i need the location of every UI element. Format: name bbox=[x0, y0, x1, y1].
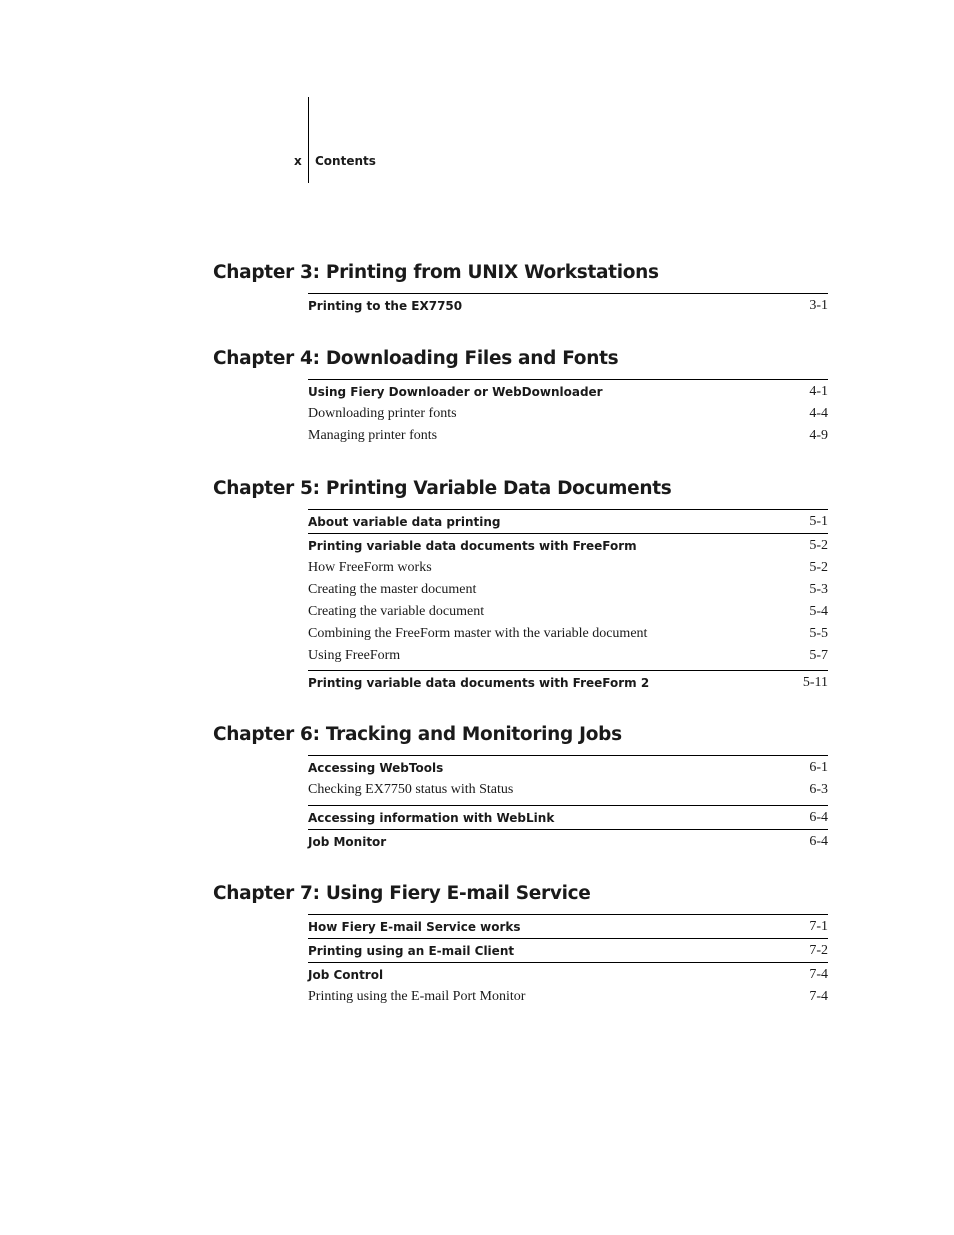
toc-entry[interactable] bbox=[308, 557, 828, 579]
toc-entry[interactable] bbox=[308, 938, 828, 962]
toc-entry-label: Printing variable data documents with FreeForm 2 bbox=[308, 676, 650, 690]
toc-entry-page: 5-2 bbox=[809, 538, 828, 553]
toc-entries bbox=[308, 379, 828, 447]
toc-entry[interactable] bbox=[308, 670, 828, 694]
toc-entry[interactable] bbox=[308, 779, 828, 801]
toc-entry-page: 6-3 bbox=[809, 782, 828, 797]
toc-entries bbox=[308, 914, 828, 1008]
toc-entry-label: Creating the master document bbox=[308, 582, 477, 597]
toc-entry-page: 4-4 bbox=[809, 406, 828, 421]
toc-entry-page: 5-5 bbox=[809, 626, 828, 641]
chapter-title: Chapter 6: Tracking and Monitoring Jobs bbox=[213, 724, 622, 745]
toc-entry-label: Accessing WebTools bbox=[308, 761, 444, 775]
toc-entry-label: Printing using an E-mail Client bbox=[308, 944, 515, 958]
toc-entry[interactable] bbox=[308, 425, 828, 447]
toc-entry-label: How Fiery E-mail Service works bbox=[308, 920, 521, 934]
toc-entry-page: 7-4 bbox=[809, 989, 828, 1004]
toc-entry[interactable] bbox=[308, 623, 828, 645]
toc-entry-label: Using FreeForm bbox=[308, 648, 401, 663]
toc-entry[interactable] bbox=[308, 914, 828, 938]
toc-entry-page: 7-2 bbox=[809, 943, 828, 958]
toc-entry-page: 6-1 bbox=[809, 760, 828, 775]
toc-entry-label: Printing using the E-mail Port Monitor bbox=[308, 989, 526, 1004]
toc-entry[interactable] bbox=[308, 755, 828, 779]
toc-entry-label: Printing variable data documents with FreeForm bbox=[308, 539, 637, 553]
chapter-title: Chapter 5: Printing Variable Data Documents bbox=[213, 478, 672, 499]
toc-entry[interactable] bbox=[308, 986, 828, 1008]
toc-entry-page: 6-4 bbox=[809, 834, 828, 849]
running-header-title: Contents bbox=[315, 154, 376, 168]
toc-entry-page: 5-3 bbox=[809, 582, 828, 597]
toc-entry-page: 4-1 bbox=[809, 384, 828, 399]
toc-entry[interactable] bbox=[308, 403, 828, 425]
toc-entry[interactable] bbox=[308, 293, 828, 317]
toc-entry[interactable] bbox=[308, 533, 828, 557]
toc-entry[interactable] bbox=[308, 805, 828, 829]
toc-entry[interactable] bbox=[308, 509, 828, 533]
toc-entry[interactable] bbox=[308, 601, 828, 623]
toc-entry-page: 7-1 bbox=[809, 919, 828, 934]
page-number: x bbox=[294, 154, 302, 168]
toc-entry-page: 7-4 bbox=[809, 967, 828, 982]
toc-entry[interactable] bbox=[308, 645, 828, 667]
toc-entry-page: 4-9 bbox=[809, 428, 828, 443]
toc-entry-page: 3-1 bbox=[809, 298, 828, 313]
toc-entry-label: About variable data printing bbox=[308, 515, 501, 529]
toc-entry-label: Downloading printer fonts bbox=[308, 406, 457, 421]
toc-entry-page: 5-2 bbox=[809, 560, 828, 575]
toc-entry-page: 6-4 bbox=[809, 810, 828, 825]
toc-entry-label: Accessing information with WebLink bbox=[308, 811, 555, 825]
toc-entry-page: 5-7 bbox=[809, 648, 828, 663]
toc-entry-label: Job Monitor bbox=[308, 835, 387, 849]
toc-entry[interactable] bbox=[308, 379, 828, 403]
chapter-title: Chapter 7: Using Fiery E-mail Service bbox=[213, 883, 591, 904]
header-divider bbox=[308, 97, 309, 183]
toc-entries bbox=[308, 293, 828, 317]
toc-entry-label: Managing printer fonts bbox=[308, 428, 438, 443]
toc-entry[interactable] bbox=[308, 829, 828, 853]
toc-entry-label: How FreeForm works bbox=[308, 560, 432, 575]
toc-entry[interactable] bbox=[308, 962, 828, 986]
chapter-title: Chapter 4: Downloading Files and Fonts bbox=[213, 348, 619, 369]
toc-entry-page: 5-11 bbox=[802, 675, 828, 690]
toc-entry-label: Combining the FreeForm master with the variable document bbox=[308, 626, 648, 641]
toc-entry-page: 5-4 bbox=[809, 604, 828, 619]
toc-entry-label: Using Fiery Downloader or WebDownloader bbox=[308, 385, 603, 399]
toc-entry-label: Job Control bbox=[308, 968, 384, 982]
toc-entry-label: Creating the variable document bbox=[308, 604, 485, 619]
chapter-title: Chapter 3: Printing from UNIX Workstations bbox=[213, 262, 659, 283]
toc-entry-page: 5-1 bbox=[809, 514, 828, 529]
toc-entry-label: Checking EX7750 status with Status bbox=[308, 782, 514, 797]
toc-entries bbox=[308, 509, 828, 694]
toc-entry-label: Printing to the EX7750 bbox=[308, 299, 463, 313]
toc-entries bbox=[308, 755, 828, 853]
toc-entry[interactable] bbox=[308, 579, 828, 601]
